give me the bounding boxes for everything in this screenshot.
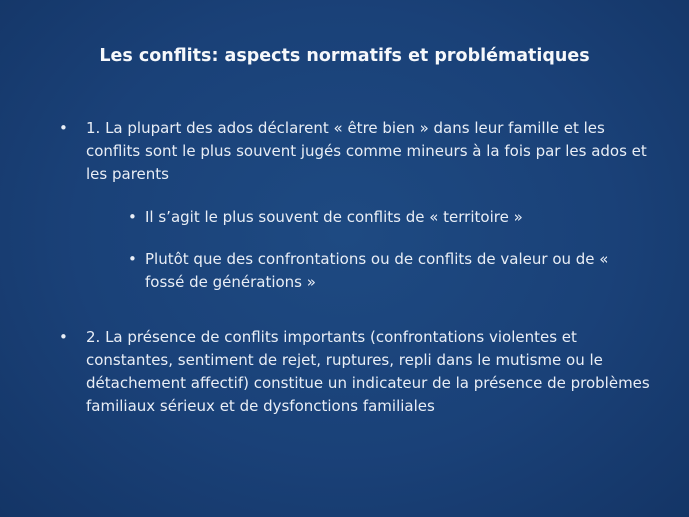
bullet-marker: • [59,328,68,346]
bullet-text: Plutôt que des confrontations ou de conflits de valeur ou de « fossé de générations » [145,250,609,291]
slide-title: Les conflits: aspects normatifs et problématiques [99,46,590,66]
bullet-text: Il s’agit le plus souvent de conflits de « territoire » [145,208,523,226]
bullet-item-2 [59,326,656,418]
bullet-marker: • [128,250,137,268]
bullet-item-1 [59,117,656,186]
sub-bullet-item-2 [128,248,645,294]
bullet-marker: • [59,119,68,137]
bullet-text: 2. La présence de conflits importants (confrontations violentes et constantes, sentiment de rejet, ruptures, repli dans le mutisme ou le détachement affectif) constitue un indicateur de la présence de problèmes familiaux sérieux et de dysfonctions familiales [86,328,650,415]
bullet-marker: • [128,208,137,226]
bullet-text: 1. La plupart des ados déclarent « être bien » dans leur famille et les conflits sont le plus souvent jugés comme mineurs à la fois par les ados et les parents [86,119,647,183]
sub-bullet-item-1 [128,206,645,229]
